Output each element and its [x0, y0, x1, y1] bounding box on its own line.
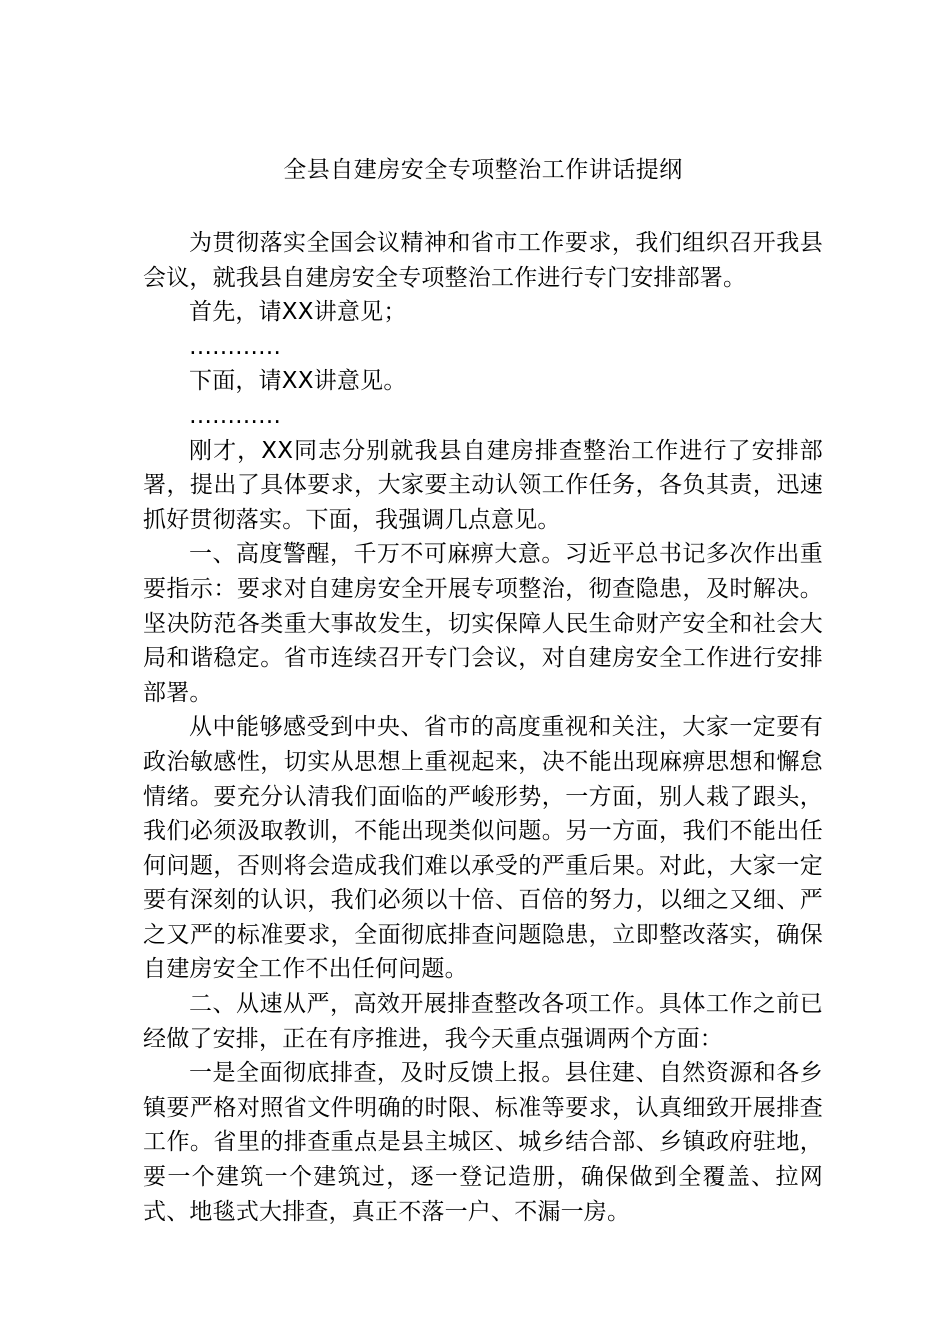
paragraph-point-one: 一、高度警醒，千万不可麻痹大意。习近平总书记多次作出重要指示：要求对自建房安全开展专项整治，彻查隐患，及时解决。坚决防范各类重大事故发生，切实保障人民生命财产安全和社会大局和谐稳定。省市连续召开专门会议，对自建房安全工作进行安排部署。 [143, 541, 823, 706]
paragraph-point-two: 二、从速从严，高效开展排查整改各项工作。具体工作之前已经做了安排，正在有序推进，我今天重点强调两个方面： [143, 991, 823, 1052]
document-title: 全县自建房安全专项整治工作讲话提纲 [283, 157, 683, 183]
paragraph-point-two-item-one: 一是全面彻底排查，及时反馈上报。县住建、自然资源和各乡镇要严格对照省文件明确的时限、标准等要求，认真细致开展排查工作。省里的排查重点是县主城区、城乡结合部、乡镇政府驻地，要一个建筑一个建筑过，逐一登记造册，确保做到全覆盖、拉网式、地毯式大排查，真正不落一户、不漏一房。 [143, 1060, 823, 1225]
paragraph-second-speaker: 下面，请XX讲意见。 [189, 368, 407, 395]
paragraph-point-one-detail: 从中能够感受到中央、省市的高度重视和关注，大家一定要有政治敏感性，切实从思想上重视起来，决不能出现麻痹思想和懈怠情绪。要充分认清我们面临的严峻形势，一方面，别人栽了跟头，我们必须汲取教训，不能出现类似问题。另一方面，我们不能出任何问题，否则将会造成我们难以承受的严重后果。对此，大家一定要有深刻的认识，我们必须以十倍、百倍的努力，以细之又细、严之又严的标准要求，全面彻底排查问题隐患，立即整改落实，确保自建房安全工作不出任何问题。 [143, 714, 823, 983]
paragraph-summary: 刚才，XX同志分别就我县自建房排查整治工作进行了安排部署，提出了具体要求，大家要主动认领工作任务，各负其责，迅速抓好贯彻落实。下面，我强调几点意见。 [143, 437, 823, 533]
ellipsis-line: ………… [189, 333, 281, 360]
paragraph-first-speaker: 首先，请XX讲意见； [189, 299, 407, 326]
document-page [143, 150, 823, 1229]
paragraph-intro: 为贯彻落实全国会议精神和省市工作要求，我们组织召开我县会议，就我县自建房安全专项整治工作进行专门安排部署。 [143, 230, 823, 291]
ellipsis-line: ………… [189, 402, 281, 429]
